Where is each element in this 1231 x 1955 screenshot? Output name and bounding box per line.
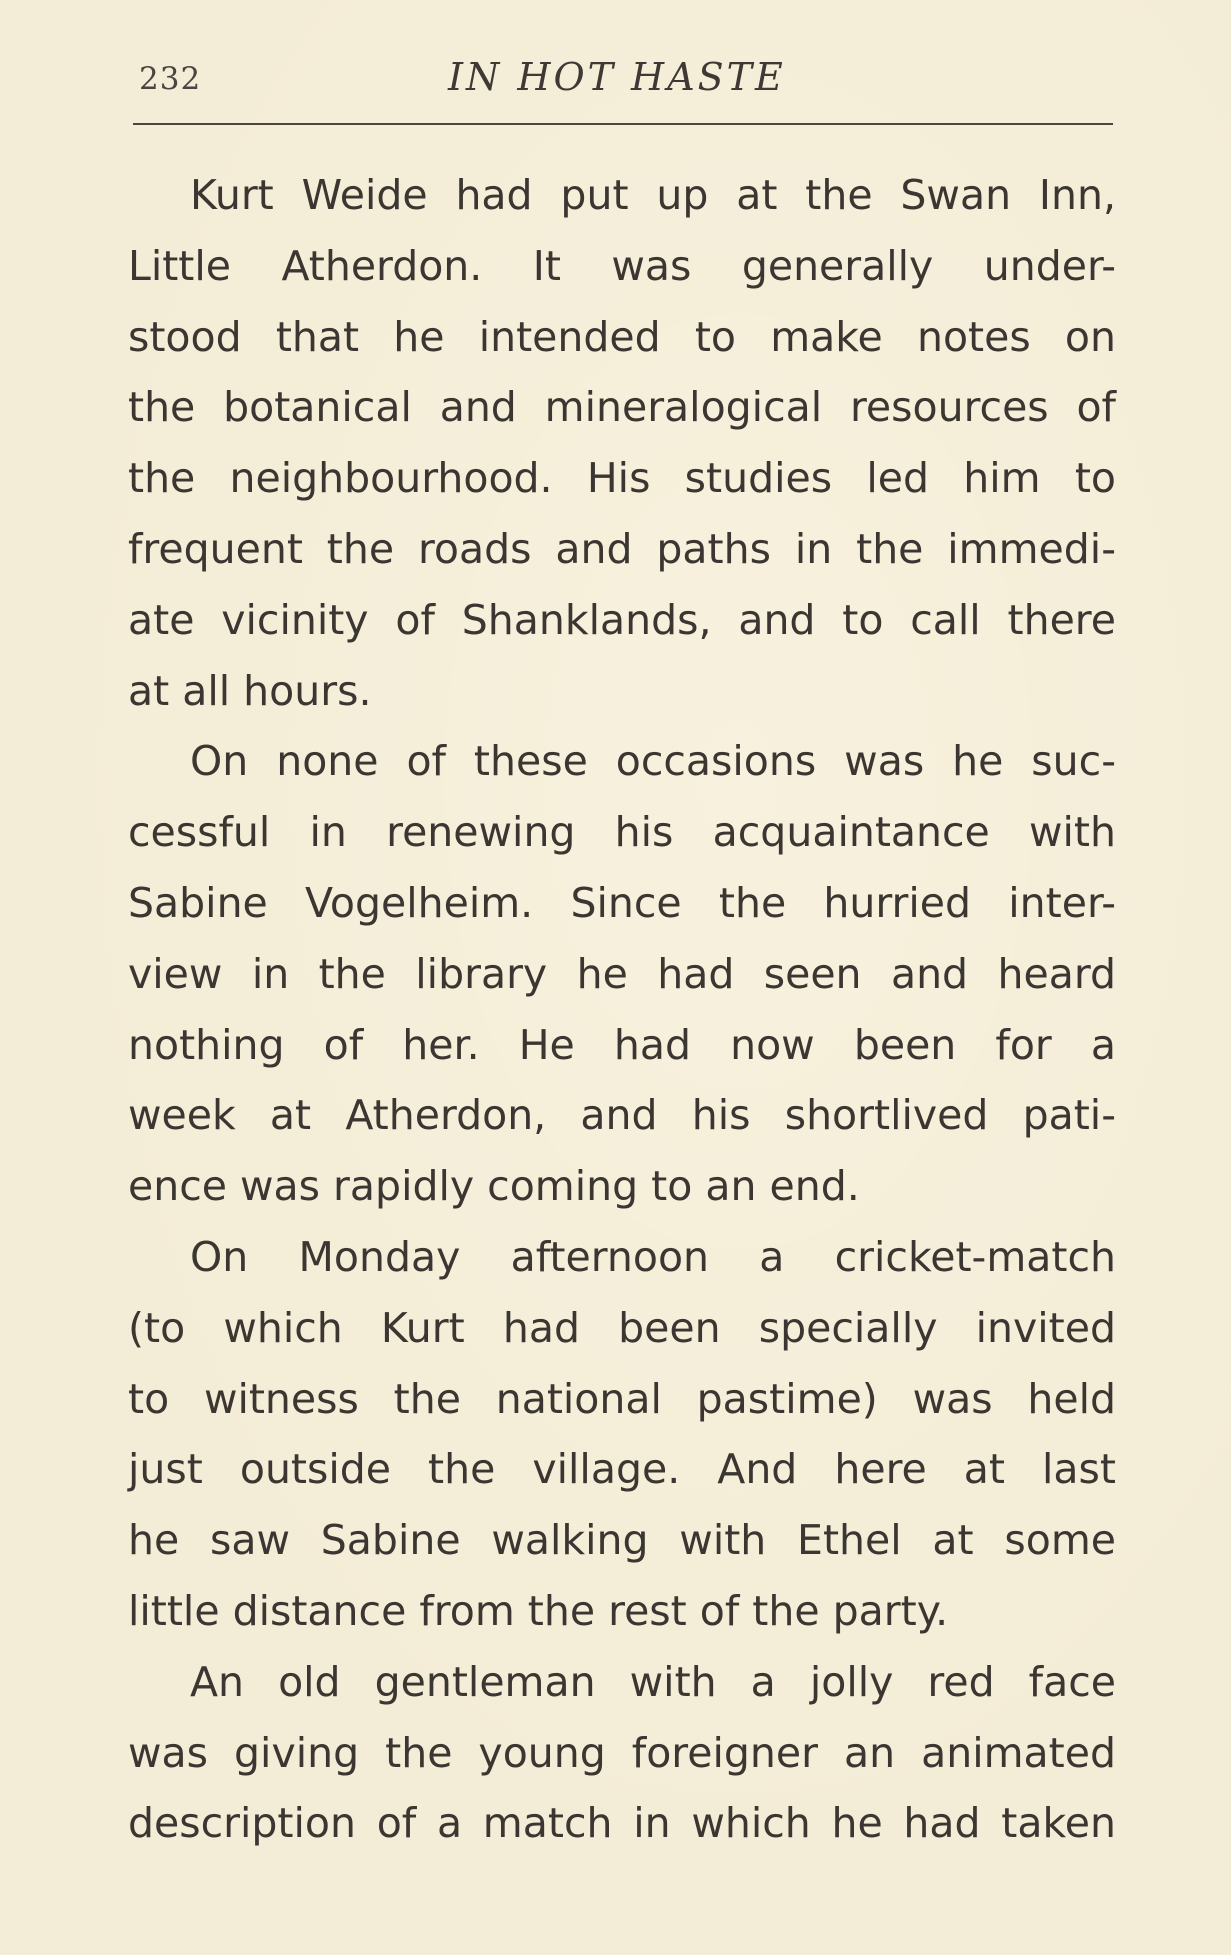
text-line: On Monday afternoon a cricket-match [190,1232,1116,1281]
page-number: 232 [139,61,202,97]
text-line: he saw Sabine walking with Ethel at some [128,1516,1116,1565]
header-rule [133,123,1113,125]
text-line: stood that he intended to make notes on [128,312,1116,361]
text-line: at all hours. [128,666,372,715]
text-line: nothing of her. He had now been for a [128,1020,1116,1069]
text-line: the neighbourhood. His studies led him to [128,454,1116,503]
text-line: Kurt Weide had put up at the Swan Inn, [190,171,1116,219]
text-line: view in the library he had seen and heard [128,949,1116,998]
running-head: IN HOT HASTE [448,55,786,99]
text-line: description of a match in which he had taken [128,1799,1116,1848]
text-line: Little Atherdon. It was generally under- [128,241,1116,290]
text-line: cessful in renewing his acquaintance with [128,808,1116,857]
text-line: the botanical and mineralogical resources of [128,383,1116,432]
text-line: On none of these occasions was he suc- [190,737,1116,786]
text-line: to witness the national pastime) was held [128,1374,1116,1423]
text-line: ate vicinity of Shanklands, and to call there [128,595,1116,644]
text-line: frequent the roads and paths in the immedi- [128,524,1116,573]
text-line: (to which Kurt had been specially invited [128,1303,1116,1352]
text-line: Sabine Vogelheim. Since the hurried inter- [128,878,1116,927]
text-line: week at Atherdon, and his shortlived pati- [128,1091,1116,1140]
text-line: was giving the young foreigner an animated [128,1728,1116,1777]
page-header [133,55,1113,105]
body-text [128,160,1116,1859]
text-line: little distance from the rest of the party. [128,1586,949,1635]
text-line: just outside the village. And here at last [128,1445,1116,1494]
text-line: An old gentleman with a jolly red face [190,1657,1116,1706]
text-line: ence was rapidly coming to an end. [128,1162,860,1211]
